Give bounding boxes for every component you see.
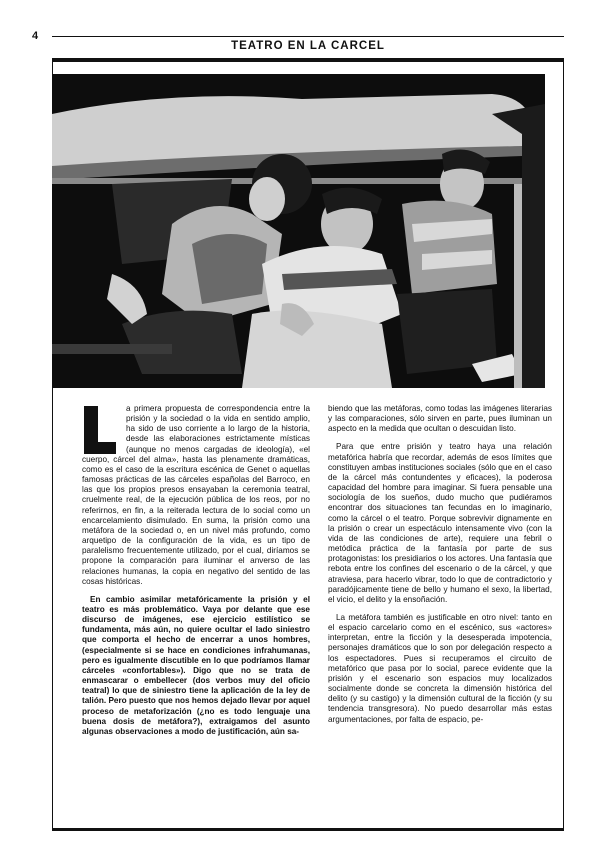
article-body: [82, 404, 552, 824]
article-photo: [52, 74, 545, 388]
title-rule: [52, 58, 564, 62]
top-rule: [52, 36, 564, 37]
bottom-rule: [52, 828, 564, 831]
left-paragraph-2: En cambio asimilar metafóricamente la prisión y el teatro es más problemático. Vaya por delante que ese discurso de imágenes, ese ejercicio estilístico se fundamenta, más aún, no quiere ocultar el lado siniestro que comporta el hecho de encerrar a unos hombres, (especialmente si se hace en condiciones infrahumanas, pero es igualmente discutible en lo que podríamos llamar cárceles «confortables»). Digo que no se trata de enmascarar o embellecer (dos verbos muy del oficio teatral) lo que de siniestro tiene la aplicación de la ley de talión. Pero puesto que nos hemos dejado llevar por aquel proceso de metaforización (¿no es todo lenguaje una buena dosis de metáfora?), extraigamos del asunto algunas observaciones a modo de justificación, aún sa-: [82, 594, 310, 736]
left-column: [82, 404, 310, 737]
frame-right-rule: [563, 60, 564, 830]
page-number: 4: [32, 30, 39, 42]
left-paragraph-1: [82, 404, 310, 587]
right-paragraph-1: biendo que las metáforas, como todas las imágenes literarias y las comparaciones, sólo sirven en parte, pues iluminan un aspecto en la medida que ocultan o descuidan listo.: [328, 404, 552, 434]
right-paragraph-2: Para que entre prisión y teatro haya una relación metafórica habría que recordar, además de esos límites que constituyen ambas instituciones sociales (sólo que en el caso de la cárcel más contundentes y eficaces), la poderosa capacidad del hombre para imaginar. Si fuera pensable una sociología de los sueños, dudo mucho que pudiéramos encontrar dos situaciones tan fecundas en lo imaginario, como la cárcel o el teatro. Porque sobrevivir dignamente en la prisión o crear un espectáculo intensamente vivo (con la vida de las condiciones de arte), requiere una febril o metódica práctica de la fantasía por parte de sus protagonistas: los presidiarios o los actores. Una fantasía que rebota entre los confines del escenario o de la cárcel, y que atraviesa, para hacerlo vibrar, todo lo que de contradictorio y paradójicamente tiene de bello y humano el sexo, la libertad, el vicio, el delito y la ensoñación.: [328, 442, 552, 604]
lead-text: a primera propuesta de correspondencia entre la prisión y la sociedad o la vida en sentido amplio, ha sido de uso corriente a lo largo de la historia, desde las elaboraciones estrictamente místicas (aunque no menos cargadas de ideología), «el cuerpo, cárcel del alma», hasta las plenamente dramáticas, como es el caso de la escritura escénica de Genet o aquellas famosas prácticas de las cárceles españolas del Barroco, en las que los propios presos ensayaban la ceremonia teatral, cruelmente real, de la ejecución pública de los reos, por no referirnos, en fin, a la reiterada lectura de lo social como un encarcelamiento disimulado. En suma, la prisión como una metáfora de la sociedad o, en un nivel más profundo, como arquetipo de la configuración de la vida, es un tipo de paralelismo frecuentemente utilizado, por el cual, diríamos se propone la comparación para iluminar el anverso de las relaciones humanas, la copia en negativo del sentido de las cosas históricas.: [82, 404, 310, 586]
section-title: TEATRO EN LA CARCEL: [231, 40, 385, 52]
photo-three-men-under-bunk-icon: [52, 74, 545, 388]
drop-cap-spacer: [82, 404, 126, 454]
right-column: [328, 404, 552, 725]
right-paragraph-3: La metáfora también es justificable en otro nivel: tanto en el espacio carcelario como en el escénico, sus «actores» interpretan, entre la ficción y la desesperada impotencia, personajes dramáticos que lo son por delegación respecto a los espectadores. Pues si recuperamos el circuito de metafórico que pasa por lo social, parece evidente que la prisión y el escenario son espacios muy localizados socialmente donde se concreta la dimensión histórica del delito (y su castigo) y la dimensión cultural de la ficción (y su tendencia transgresora). No puedo desarrollar más estas argumentaciones, por falta de espacio, pe-: [328, 612, 552, 724]
